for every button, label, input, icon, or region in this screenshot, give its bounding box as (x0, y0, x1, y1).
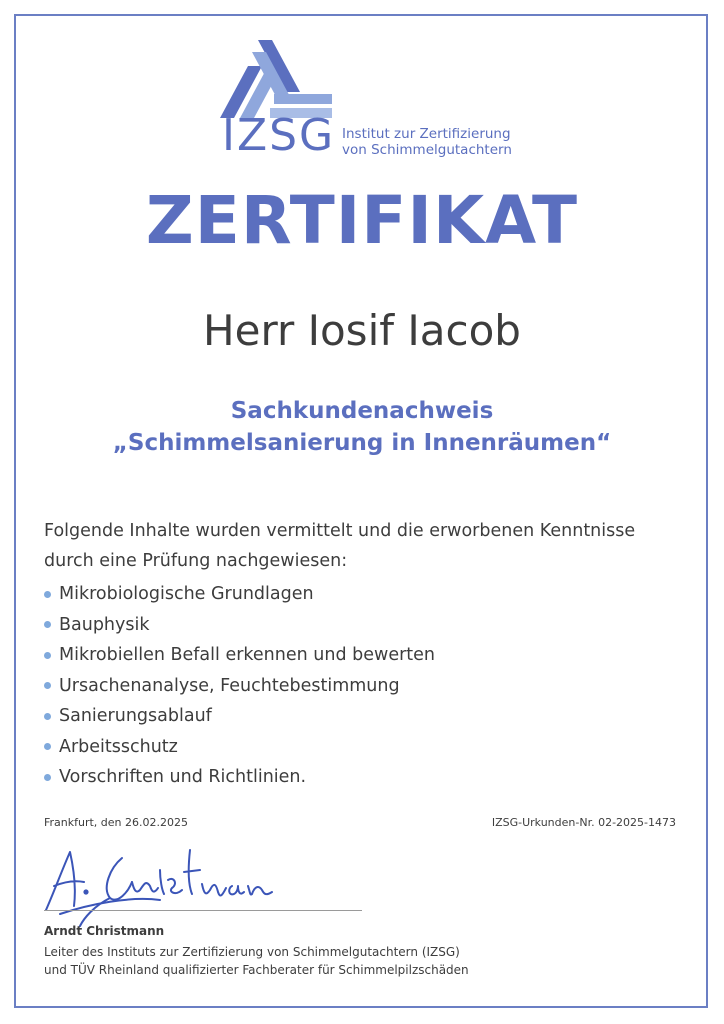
list-item (44, 671, 684, 702)
intro-line1: Folgende Inhalte wurden vermittelt und die erworbenen Kenntnisse (44, 521, 636, 541)
list-item (44, 610, 684, 641)
topic-label: Arbeitsschutz (59, 736, 178, 757)
list-item (44, 732, 684, 763)
list-item (44, 640, 684, 671)
course-label: Sachkundenachweis (230, 398, 494, 424)
logo-acronym: IZSG (222, 110, 336, 161)
institute-name-line1: Institut zur Zertifizierung (342, 126, 511, 142)
bullet-icon (44, 652, 51, 659)
topic-label: Vorschriften und Richtlinien. (59, 767, 307, 788)
handwritten-signature (40, 840, 280, 930)
signer-role-line1: Leiter des Instituts zur Zertifizierung von Schimmelgutachtern (IZSG) (44, 945, 460, 959)
document-number: IZSG-Urkunden-Nr. 02-2025-1473 (491, 816, 676, 829)
list-item (44, 701, 684, 732)
topic-list (44, 579, 684, 793)
intro-line2: durch eine Prüfung nachgewiesen: (44, 551, 348, 571)
bullet-icon (44, 591, 51, 598)
izsg-logo-icon (218, 36, 334, 120)
topic-label: Bauphysik (59, 614, 150, 635)
bullet-icon (44, 774, 51, 781)
topic-label: Ursachenanalyse, Feuchtebestimmung (59, 675, 400, 696)
certificate-title: ZERTIFIKAT (145, 182, 579, 259)
bullet-icon (44, 682, 51, 689)
bullet-icon (44, 743, 51, 750)
list-item (44, 762, 684, 793)
bullet-icon (44, 713, 51, 720)
list-item (44, 579, 684, 610)
signature-line (44, 910, 362, 911)
signer-name: Arndt Christmann (44, 924, 165, 938)
place-date: Frankfurt, den 26.02.2025 (44, 816, 189, 829)
topic-label: Sanierungsablauf (59, 706, 212, 727)
institute-name-line2: von Schimmelgutachtern (342, 142, 512, 158)
bullet-icon (44, 621, 51, 628)
signer-role-line2: und TÜV Rheinland qualifizierter Fachberater für Schimmelpilzschäden (44, 963, 469, 977)
signer-role (44, 943, 684, 979)
topic-label: Mikrobiologische Grundlagen (59, 584, 314, 605)
topic-label: Mikrobiellen Befall erkennen und bewerten (59, 645, 436, 666)
intro-text (44, 516, 694, 576)
institute-name (342, 126, 572, 158)
recipient-name: Herr Iosif Iacob (203, 306, 521, 355)
course-name: „Schimmelsanierung in Innenräumen“ (112, 430, 612, 456)
